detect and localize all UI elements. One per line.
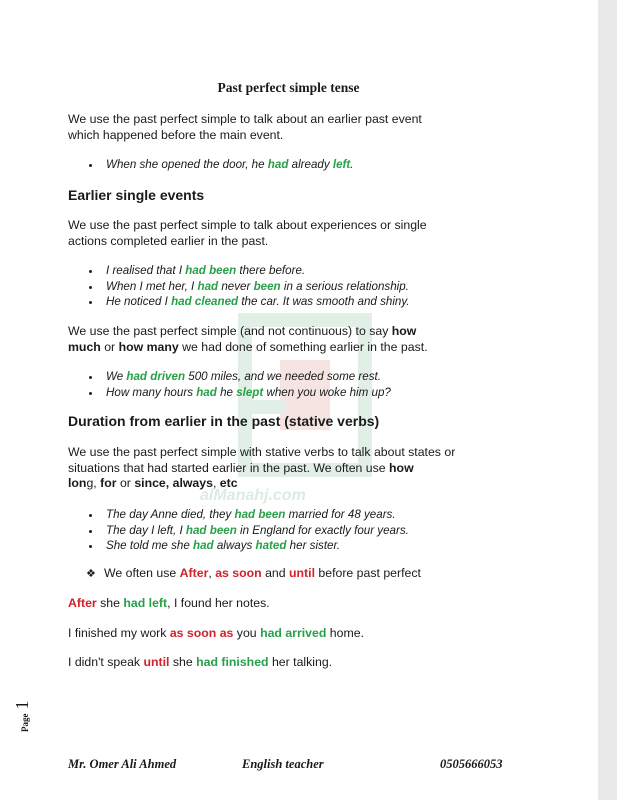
section1-example-list-2 [87, 369, 391, 400]
example-sentence: I didn't speak until she had finished her talking. [68, 655, 333, 669]
section1-paragraph: We use the past perfect simple to talk about experiences or single actions completed earlier in the past. [68, 218, 427, 248]
list-item: She told me she had always hated her sister. [87, 538, 409, 554]
section1-example-list [87, 263, 410, 310]
page-title: Past perfect simple tense [217, 80, 360, 95]
footer-role: English teacher [242, 757, 324, 771]
intro-paragraph: We use the past perfect simple to talk about an earlier past event which happened before the main event. [68, 112, 422, 142]
list-item: When I met her, I had never been in a serious relationship. [87, 279, 410, 295]
footer-author: Mr. Omer Ali Ahmed [68, 757, 177, 771]
section1-paragraph-2: We use the past perfect simple (and not continuous) to say how much or how many we had done of something earlier in the past. [68, 324, 428, 354]
list-item: He noticed I had cleaned the car. It was smooth and shiny. [87, 294, 410, 310]
example-sentence: After she had left, I found her notes. [68, 596, 270, 610]
list-item: The day I left, I had been in England for exactly four years. [87, 523, 409, 539]
section-heading-duration: Duration from earlier in the past (stative verbs) [68, 413, 380, 429]
page-number-value: 1 [12, 700, 32, 710]
section-heading-earlier-single-events: Earlier single events [68, 187, 205, 203]
section2-example-list [87, 507, 409, 554]
intro-example-list [87, 157, 354, 173]
watermark-text: alManahj.com [200, 487, 306, 504]
list-item: When she opened the door, he had already left. [87, 157, 354, 173]
example-sentence: I finished my work as soon as you had arrived home. [68, 626, 364, 640]
page-number [12, 696, 52, 736]
section2-paragraph: We use the past perfect simple with stative verbs to talk about states or situations that had started earlier in the past. We often use how long, for or since, always, etc [68, 445, 456, 490]
list-item: I realised that I had been there before. [87, 263, 410, 279]
footer-phone: 0505666053 [440, 757, 503, 771]
page-label: Page [20, 713, 30, 732]
note-line: ❖ We often use After, as soon and until before past perfect [86, 566, 421, 583]
list-item: How many hours had he slept when you woke him up? [87, 385, 391, 401]
list-item: The day Anne died, they had been married for 48 years. [87, 507, 409, 523]
list-item: We had driven 500 miles, and we needed some rest. [87, 369, 391, 385]
diamond-bullet-icon: ❖ [86, 568, 96, 580]
